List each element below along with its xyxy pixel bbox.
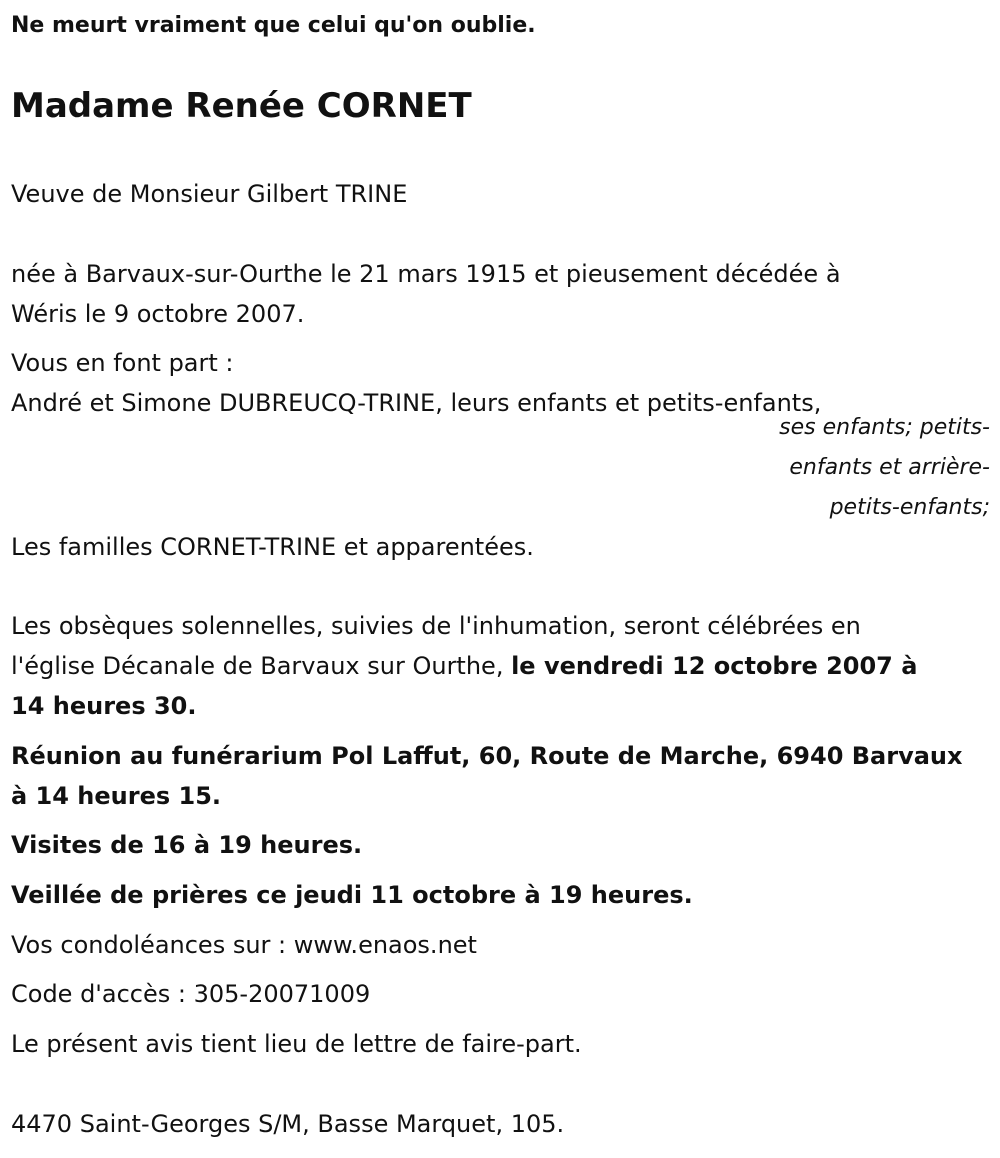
- descendants-note-line-1: ses enfants; petits-: [779, 415, 990, 440]
- condolences-line: Vos condoléances sur : www.enaos.net: [11, 931, 477, 959]
- epigraph: Ne meurt vraiment que celui qu'on oublie.: [11, 13, 536, 38]
- birth-death-line-1: née à Barvaux-sur-Ourthe le 21 mars 1915 et pieusement décédée à: [11, 260, 841, 288]
- meeting-line-2: à 14 heures 15.: [11, 782, 222, 810]
- family-dubreucq-trine: André et Simone DUBREUCQ-TRINE, leurs enfants et petits-enfants,: [11, 389, 822, 417]
- descendants-note-line-2: enfants et arrière-: [789, 455, 990, 480]
- widow-of: Veuve de Monsieur Gilbert TRINE: [11, 180, 408, 208]
- funeral-line-1: Les obsèques solennelles, suivies de l'inhumation, seront célébrées en: [11, 612, 861, 640]
- visits-line: Visites de 16 à 19 heures.: [11, 831, 363, 859]
- address-line: 4470 Saint-Georges S/M, Basse Marquet, 105.: [11, 1110, 565, 1138]
- funeral-time: 14 heures 30.: [11, 692, 197, 720]
- announce-line: Vous en font part :: [11, 349, 234, 377]
- meeting-line-1: Réunion au funérarium Pol Laffut, 60, Route de Marche, 6940 Barvaux: [11, 742, 963, 770]
- funeral-date: le vendredi 12 octobre 2007 à: [511, 652, 918, 680]
- descendants-note: [730, 408, 990, 528]
- funeral-church: l'église Décanale de Barvaux sur Ourthe,: [11, 652, 512, 680]
- descendants-note-line-3: petits-enfants;: [829, 495, 990, 520]
- funeral-line-2: [11, 646, 917, 686]
- deceased-name: Madame Renée CORNET: [11, 86, 472, 126]
- access-code-line: Code d'accès : 305-20071009: [11, 980, 371, 1008]
- families-line: Les familles CORNET-TRINE et apparentées.: [11, 533, 534, 561]
- vigil-line: Veillée de prières ce jeudi 11 octobre à 19 heures.: [11, 881, 693, 909]
- birth-death-line-2: Wéris le 9 octobre 2007.: [11, 300, 305, 328]
- notice-line: Le présent avis tient lieu de lettre de faire-part.: [11, 1030, 582, 1058]
